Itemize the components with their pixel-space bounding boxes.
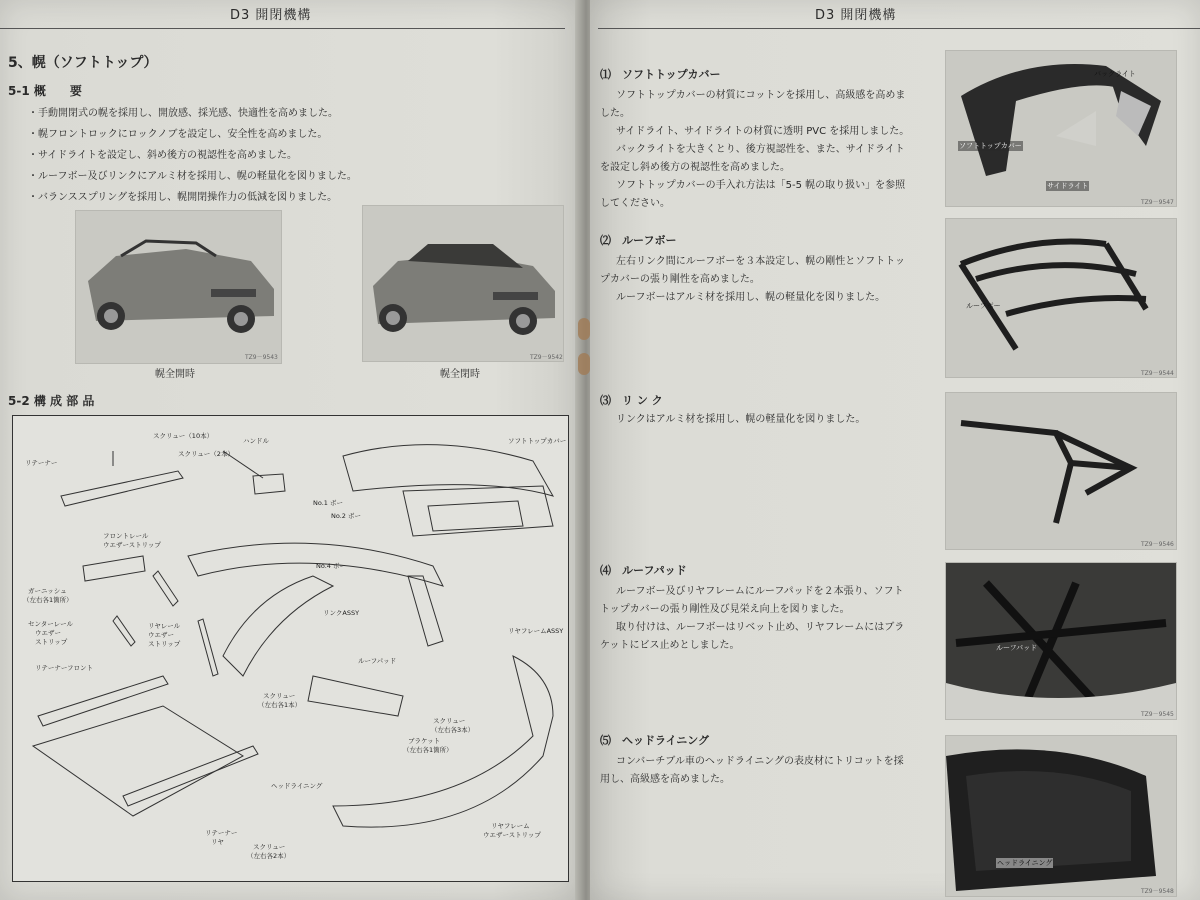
- page-header-right: D3 開閉機構: [815, 8, 897, 23]
- item-title-roofpad: ⑷ ルーフパッド: [600, 564, 687, 577]
- photo-link: [945, 392, 1177, 550]
- roofbow-illustration: [946, 219, 1176, 377]
- binding-ring: [578, 318, 590, 340]
- item-text: ソフトトップカバーの材質にコットンを採用し、高級感を高めま: [616, 90, 906, 101]
- photo-roof-pad: [945, 562, 1177, 720]
- part-label: スクリュー: [263, 692, 296, 700]
- photo-softtop-cover: [945, 50, 1177, 207]
- photo-callout: ヘッドライニング: [997, 859, 1053, 867]
- photo-code: TZ9－9543: [245, 354, 278, 361]
- item-text: 取り付けは、ルーフボーはリベット止め、リヤフレームにはブラ: [616, 622, 905, 633]
- item-text: した。: [600, 108, 630, 119]
- part-label: ウエザーストリップ: [483, 831, 541, 839]
- car-open-illustration: [76, 211, 281, 363]
- photo-top-open: [75, 210, 282, 364]
- part-label: ソフトトップカバー: [508, 437, 567, 445]
- item-text: リンクはアルミ材を採用し、幌の軽量化を図りました。: [616, 414, 866, 425]
- part-label: （左右各1箇所）: [23, 596, 73, 604]
- bullet-item: ・ バランススプリングを採用し、幌開閉操作力の低減を図りました。: [28, 188, 337, 203]
- part-label: ガーニッシュ: [28, 587, 67, 595]
- item-text: バックライトを大きくとり、後方視認性を、また、サイドライト: [616, 144, 905, 155]
- part-label: リテーナー: [205, 829, 238, 837]
- bullet-item: ・ ルーフボー及びリンクにアルミ材を採用し、幌の軽量化を図りました。: [28, 167, 357, 182]
- item-text: してください。: [600, 198, 670, 209]
- part-label: フロントレール: [103, 532, 149, 540]
- part-label: ストリップ: [148, 640, 181, 648]
- header-rule-right: [598, 28, 1200, 29]
- headlining-illustration: [946, 736, 1176, 896]
- part-label: ヘッドライニング: [271, 782, 323, 790]
- part-label: No.1 ボー: [313, 499, 343, 507]
- item-text: 用し、高級感を高めました。: [600, 774, 730, 785]
- part-label: No.4 ボー: [316, 562, 346, 570]
- part-label: ウエザーストリップ: [103, 541, 161, 549]
- photo-caption-closed: 幌全閉時: [440, 369, 480, 380]
- photo-code: TZ9－9544: [1141, 370, 1174, 377]
- item-title-roofbow: ⑵ ルーフボー: [600, 234, 677, 247]
- part-label: スクリュー: [253, 843, 286, 851]
- part-label: リヤレール: [148, 622, 181, 630]
- parts-drawing: [13, 416, 568, 881]
- part-label: （左右各3本）: [431, 726, 475, 734]
- item-text: プカバーの張り剛性を高めました。: [600, 274, 760, 285]
- photo-callout: ルーフパッド: [996, 644, 1038, 652]
- item-text: ソフトトップカバーの手入れ方法は「5-5 幌の取り扱い」を参照: [616, 180, 906, 191]
- item-text: ケットにビス止めとしました。: [600, 640, 740, 651]
- part-label: ルーフパッド: [358, 657, 397, 665]
- item-text: 左右リンク間にルーフボーを３本設定し、幌の剛性とソフトトッ: [616, 256, 905, 267]
- part-label: No.2 ボー: [331, 512, 361, 520]
- part-label: （左右各2本）: [247, 852, 291, 860]
- bullet-item: ・ 幌フロントロックにロックノブを設定し、安全性を高めました。: [28, 125, 327, 140]
- link-illustration: [946, 393, 1176, 549]
- photo-callout: バックライト: [1094, 70, 1136, 78]
- part-label: リンクASSY: [323, 609, 360, 617]
- part-label: リヤフレーム: [491, 822, 530, 830]
- subsection-overview: 5-1 概 要: [8, 84, 82, 98]
- part-label: リテーナー: [25, 459, 58, 467]
- part-label: ハンドル: [243, 437, 269, 445]
- part-label: ウエザー: [148, 631, 174, 639]
- part-label: リヤフレームASSY: [508, 627, 564, 635]
- photo-callout: サイドライト: [1047, 182, 1089, 190]
- photo-top-closed: [362, 205, 564, 362]
- part-label: センターレール: [28, 620, 73, 628]
- bullet-item: ・ サイドライトを設定し、斜め後方の視認性を高めました。: [28, 146, 297, 161]
- part-label: リヤ: [211, 838, 224, 846]
- photo-code: TZ9－9545: [1141, 711, 1174, 718]
- part-label: ウエザー: [35, 629, 61, 637]
- binding-ring: [578, 353, 590, 375]
- header-rule-left: [0, 28, 565, 29]
- photo-caption-open: 幌全開時: [155, 369, 195, 380]
- photo-callout: ルーフボー: [966, 302, 1001, 310]
- page-header-left: D3 開閉機構: [230, 8, 312, 23]
- part-label: ブラケット: [408, 737, 441, 745]
- item-text: サイドライト、サイドライトの材質に透明 PVC を採用しました。: [616, 126, 910, 137]
- roofpad-illustration: [946, 563, 1176, 719]
- bullet-item: ・ 手動開閉式の幌を採用し、開放感、採光感、快適性を高めました。: [28, 104, 338, 119]
- photo-code: TZ9－9548: [1141, 888, 1174, 895]
- item-text: コンバーチブル車のヘッドライニングの表皮材にトリコットを採: [616, 756, 904, 767]
- section-title: 5、幌（ソフトトップ）: [8, 55, 158, 71]
- item-title-headlining: ⑸ ヘッドライニング: [600, 734, 710, 747]
- part-label: スクリュー（2本）: [178, 450, 234, 458]
- item-text: ルーフボーはアルミ材を採用し、幌の軽量化を図りました。: [616, 292, 886, 303]
- photo-headlining: [945, 735, 1177, 897]
- part-label: リテーナーフロント: [35, 664, 94, 672]
- exploded-parts-diagram: [12, 415, 569, 882]
- item-title-link: ⑶ リ ン ク: [600, 394, 663, 407]
- part-label: （左右各1本）: [258, 701, 302, 709]
- subsection-components: 5-2 構 成 部 品: [8, 394, 95, 408]
- part-label: （左右各1箇所）: [403, 746, 453, 754]
- item-title-softtop: ⑴ ソフトトップカバー: [600, 68, 721, 81]
- item-text: トップカバーの張り剛性及び見栄え向上を図りました。: [600, 604, 850, 615]
- item-text: を設定し斜め後方の視認性を高めました。: [600, 162, 790, 173]
- photo-code: TZ9－9546: [1141, 541, 1174, 548]
- photo-callout: ソフトトップカバー: [959, 142, 1022, 150]
- part-label: ストリップ: [35, 638, 68, 646]
- photo-code: TZ9－9542: [530, 354, 563, 361]
- photo-code: TZ9－9547: [1141, 199, 1174, 206]
- part-label: スクリュー（10本）: [153, 432, 214, 440]
- item-text: ルーフボー及びリヤフレームにルーフパッドを２本張り、ソフト: [616, 586, 904, 597]
- photo-roof-bow: [945, 218, 1177, 378]
- car-closed-illustration: [363, 206, 563, 361]
- part-label: スクリュー: [433, 717, 466, 725]
